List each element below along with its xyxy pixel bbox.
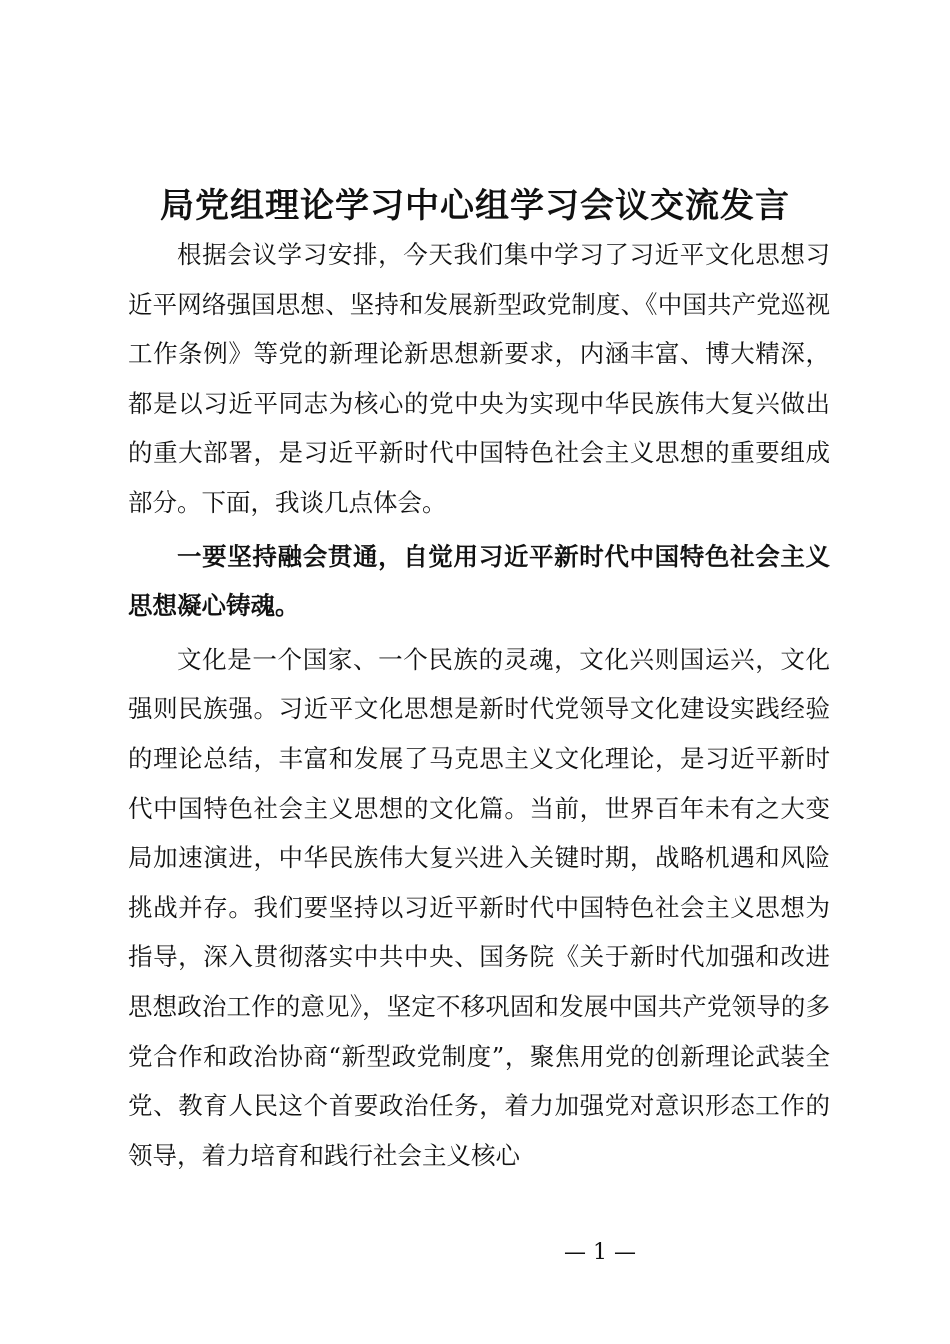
page-number <box>0 1238 950 1268</box>
document-title: 局党组理论学习中心组学习会议交流发言 <box>160 186 790 226</box>
intro-paragraph: 根据会议学习安排，今天我们集中学习了习近平文化思想习近平网络强国思想、坚持和发展新型政党制度、《中国共产党巡视工作条例》等党的新理论新思想新要求，内涵丰富、博大精深，都是以习近平同志为核心的党中央为实现中华民族伟大复兴做出的重大部署，是习近平新时代中国特色社会主义思想的重要组成部分。下面，我谈几点体会。 <box>128 240 830 517</box>
page-number-text: — 1 — <box>564 1240 636 1265</box>
document-body <box>128 230 830 1180</box>
section-1-paragraph: 文化是一个国家、一个民族的灵魂，文化兴则国运兴，文化强则民族强。习近平文化思想是新时代党领导文化建设实践经验的理论总结，丰富和发展了马克思主义文化理论，是习近平新时代中国特色社会主义思想的文化篇。当前，世界百年未有之大变局加速演进，中华民族伟大复兴进入关键时期，战略机遇和风险挑战并存。我们要坚持以习近平新时代中国特色社会主义思想为指导，深入贯彻落实中共中央、国务院《关于新时代加强和改进思想政治工作的意见》，坚定不移巩固和发展中国共产党领导的多党合作和政治协商“新型政党制度”，聚焦用党的创新理论武装全党、教育人民这个首要政治任务，着力加强党对意识形态工作的领导，着力培育和践行社会主义核心 <box>128 644 830 1170</box>
section-heading-1: 一要坚持融会贯通，自觉用习近平新时代中国特色社会主义思想凝心铸魂。 <box>128 541 830 621</box>
